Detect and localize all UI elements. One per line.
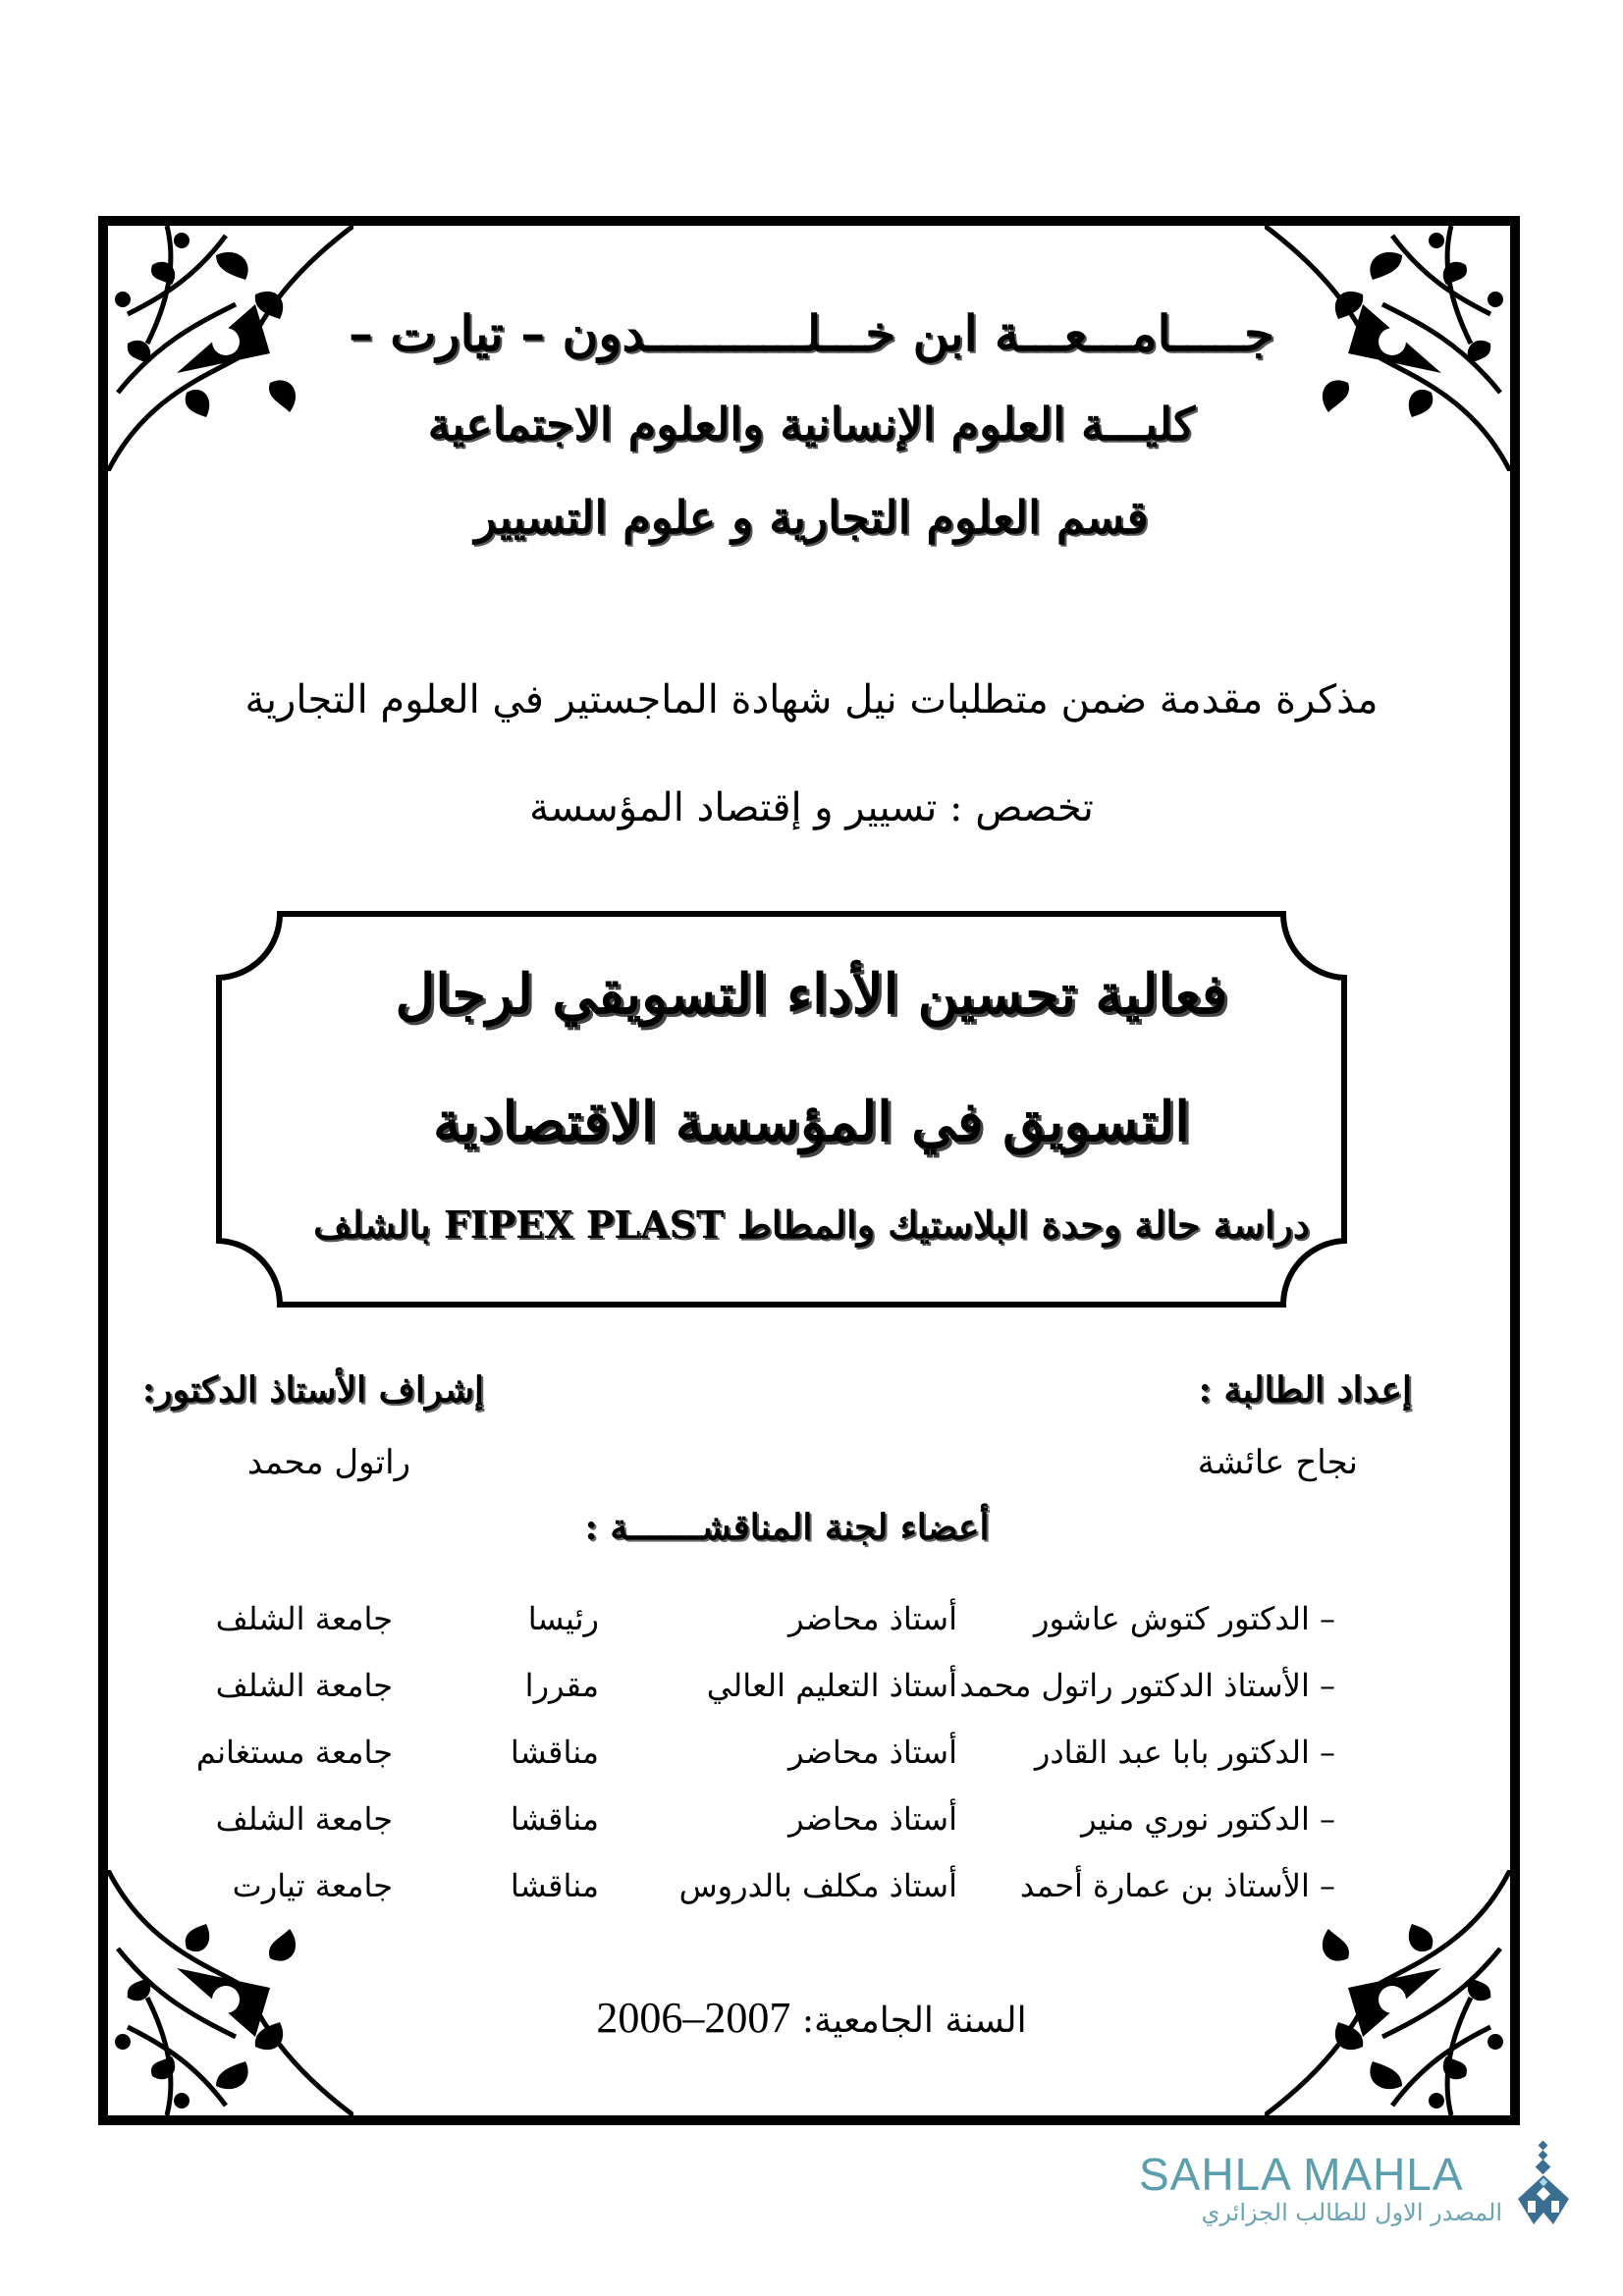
sahla-mahla-logo-icon (1514, 2140, 1573, 2228)
member-name: – الأستاذ الدكتور راتول محمد (959, 1667, 1335, 1704)
member-role: مقررا (524, 1667, 599, 1704)
specialization: تخصص : تسيير و إقتصاد المؤسسة (529, 785, 1094, 830)
department-name: قسم العلوم التجارية و علوم التسيير (474, 491, 1149, 544)
member-university: جامعة تيارت (232, 1867, 393, 1904)
member-university: جامعة الشلف (215, 1600, 393, 1637)
member-role: مناقشا (510, 1734, 599, 1771)
member-university: جامعة الشلف (215, 1800, 393, 1838)
watermark-tagline: المصدر الاول للطالب الجزائري (1201, 2199, 1502, 2226)
member-university: جامعة مستغانم (195, 1734, 393, 1771)
academic-year (0, 1993, 1623, 2043)
member-name: – الدكتور كتوش عاشور (1034, 1600, 1335, 1637)
committee-heading: أعضاء لجنة المناقشـــــــة : (584, 1507, 990, 1548)
sahla-mahla-watermark (1139, 2120, 1571, 2228)
student-name: نجاح عائشة (1197, 1443, 1358, 1482)
supervisor-name: راتول محمد (246, 1443, 410, 1482)
supervisor-label: إشراف الأستاذ الدكتور: (141, 1369, 484, 1411)
member-rank: أستاذ محاضر (788, 1734, 957, 1771)
watermark-brand: SAHLA MAHLA (1139, 2149, 1464, 2200)
university-name: جـــــامـــعـــة ابن خـــلـــــــــــدون – تيارت – (349, 304, 1274, 362)
member-rank: أستاذ محاضر (788, 1600, 957, 1637)
member-role: رئيسا (527, 1600, 599, 1637)
thesis-title-line-2: التسويق في المؤسسة الاقتصادية (433, 1090, 1190, 1154)
academic-year-value: 2006–2007 (596, 1994, 791, 2042)
member-role: مناقشا (510, 1800, 599, 1838)
case-study-subtitle: دراسة حالة وحدة البلاستيك والمطاط FIPEX PLAST بالشلف (313, 1202, 1310, 1247)
member-role: مناقشا (510, 1867, 599, 1904)
committee-member-row (196, 1800, 1355, 1859)
committee-member-row (196, 1600, 1355, 1659)
faculty-name: كليـــة العلوم الإنسانية والعلوم الاجتماعية (427, 398, 1196, 451)
thesis-title-line-1: فعالية تحسين الأداء التسويقي لرجال (395, 962, 1228, 1027)
academic-year-label: السنة الجامعية: (801, 2001, 1027, 2041)
member-rank: أستاذ محاضر (788, 1800, 957, 1838)
member-name: – الدكتور نوري منير (1081, 1800, 1335, 1838)
member-rank: أستاذ مكلف بالدروس (678, 1867, 957, 1904)
member-name: – الدكتور بابا عبد القادر (1034, 1734, 1335, 1771)
member-name: – الأستاذ بن عمارة أحمد (1019, 1867, 1335, 1904)
committee-member-row (196, 1734, 1355, 1792)
member-university: جامعة الشلف (215, 1667, 393, 1704)
committee-member-row (196, 1667, 1355, 1726)
memo-purpose: مذكرة مقدمة ضمن متطلبات نيل شهادة الماجستير في العلوم التجارية (244, 677, 1379, 722)
committee-member-row (196, 1867, 1355, 1926)
student-label: إعداد الطالبة : (1198, 1369, 1412, 1411)
member-rank: أستاذ التعليم العالي (706, 1667, 957, 1704)
